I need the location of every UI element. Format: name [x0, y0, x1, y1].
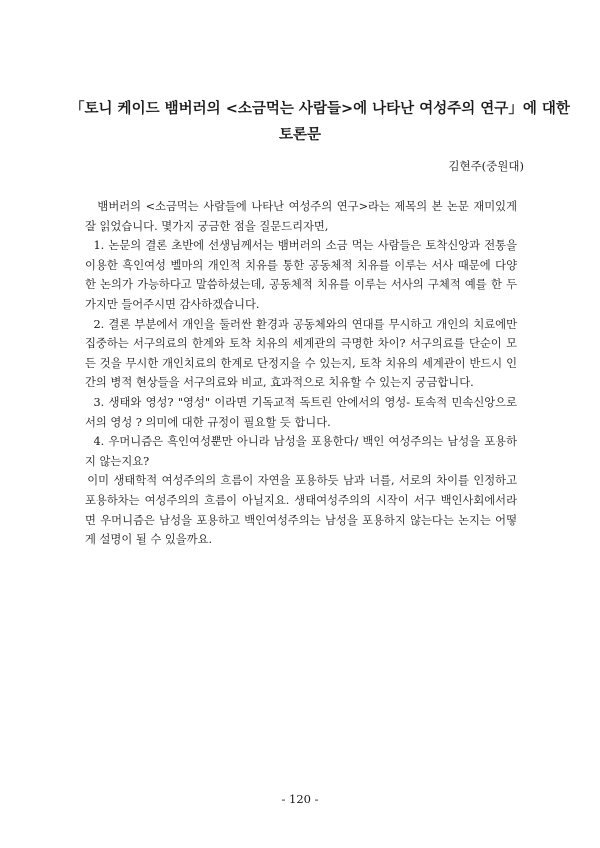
title-line-2: 토론문 — [278, 127, 322, 143]
question-1-paragraph: 1. 논문의 결론 초반에 선생님께서는 뱀버러의 소금 먹는 사람들은 토착신앙과 전통을 이용한 흑인여성 벨마의 개인적 치유를 통한 공동체적 치유를 이루는 서사 때문에 다양한 논의가 가능하다고 말씀하셨는데, 공동체적 치유를 이루는 서사의 구체적 예를 한 두 가지만 들어주시면 감사하겠습니다. — [85, 239, 517, 311]
question-3-paragraph: 3. 생태와 영성? "영성" 이라면 기독교적 독트린 안에서의 영성- 토속적 민속신앙으로서의 영성 ? 의미에 대한 규정이 필요할 듯 합니다. — [85, 395, 517, 429]
closing-paragraph: 이미 생태학적 여성주의의 흐름이 자연을 포용하듯 남과 너를, 서로의 차이를 인정하고 포용하차는 여성주의의 흐름이 아닐지요. 생태여성주의의 시작이 서구 백인사회에서라면 우머니즘은 남성을 포용하고 백인여성주의는 남성을 포용하지 않는다는 논지는 어떻게 설명이 될 수 있을까요. — [85, 474, 517, 547]
question-4-paragraph: 4. 우머니즘은 흑인여성뿐만 아니라 남성을 포용한다/ 백인 여성주의는 남성을 포용하지 않는지요? — [85, 435, 517, 468]
author-affiliation: 김현주(중원대) — [448, 159, 524, 173]
document-title — [70, 96, 570, 148]
document-body — [85, 197, 517, 550]
title-line-1: 「토니 케이드 뱀버러의 <소금먹는 사람들>에 나타난 여성주의 연구」에 대한 — [70, 101, 570, 117]
page-number: - 120 - — [281, 792, 319, 806]
question-2-paragraph: 2. 결론 부분에서 개인을 둘러싼 환경과 공동체와의 연대를 무시하고 개인의 치료에만 집중하는 서구의료의 한계와 토착 치유의 세계관의 극명한 차이? 서구의료를 단순이 모든 것을 무시한 개인치료의 한계로 단정지을 수 있는지, 토착 치유의 세계관이 반드시 인간의 병적 현상들을 서구의료와 비교, 효과적으로 치유할 수 있는지 궁금합니다. — [85, 317, 517, 390]
intro-paragraph: 뱀버러의 <소금먹는 사람들에 나타난 여성주의 연구>라는 제목의 본 논문 재미있게 잘 읽었습니다. 몇가지 궁금한 점을 질문드리자면, — [85, 200, 517, 233]
